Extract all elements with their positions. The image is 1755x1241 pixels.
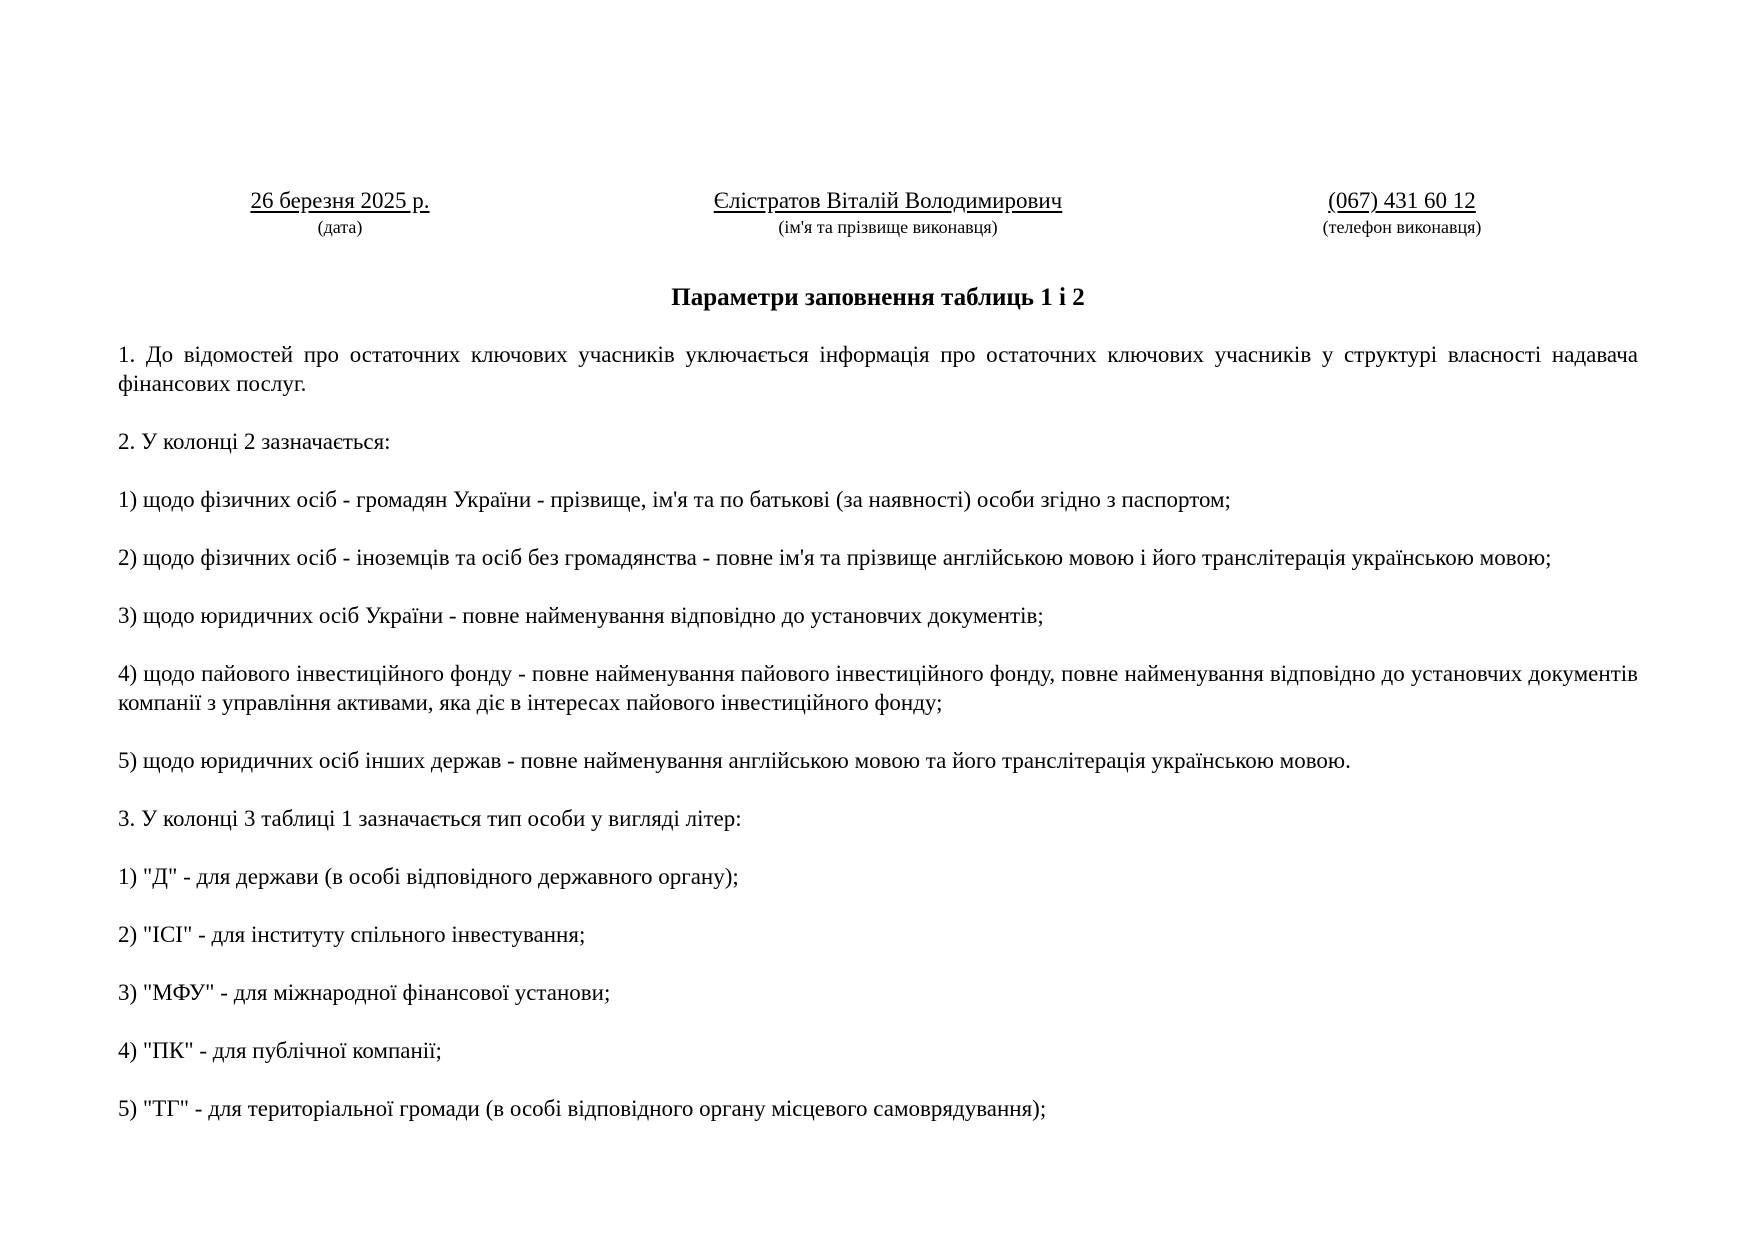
signature-row [0, 186, 1755, 246]
paragraph: 1) щодо фізичних осіб - громадян України - прізвище, ім'я та по батькові (за наявності) особи згідно з паспортом; [118, 487, 1231, 512]
paragraph: 1. До відомостей про остаточних ключових учасників уключається інформація про остаточних ключових учасників у структурі власності надавача фінансових послуг. [118, 342, 1638, 396]
section-heading: Параметри заповнення таблиць 1 і 2 [671, 284, 1085, 311]
paragraph: 2) "ІСІ" - для інституту спільного інвестування; [118, 922, 586, 947]
paragraph: 4) "ПК" - для публічної компанії; [118, 1038, 442, 1063]
paragraph: 2) щодо фізичних осіб - іноземців та осіб без громадянства - повне ім'я та прізвище англійською мовою і його транслітерація українською мовою; [118, 545, 1552, 570]
instructions-body [118, 340, 1638, 1152]
paragraph: 3) "МФУ" - для міжнародної фінансової установи; [118, 980, 611, 1005]
paragraph: 2. У колонці 2 зазначається: [118, 429, 391, 454]
executor-name-value: Єлістратов Віталій Володимирович [713, 188, 1063, 213]
phone-caption: (телефон виконавця) [1322, 217, 1482, 237]
phone-value: (067) 431 60 12 [1328, 188, 1476, 213]
executor-name-caption: (ім'я та прізвище виконавця) [778, 217, 998, 237]
paragraph: 5) "ТГ" - для територіальної громади (в особі відповідного органу місцевого самоврядування); [118, 1096, 1047, 1121]
paragraph: 4) щодо пайового інвестиційного фонду - повне найменування пайового інвестиційного фонду, повне найменування відповідно до установчих документів компанії з управління активами, яка діє в інтересах пайового інвестиційного фонду; [118, 661, 1638, 715]
paragraph: 3. У колонці 3 таблиці 1 зазначається тип особи у вигляді літер: [118, 806, 742, 831]
paragraph: 5) щодо юридичних осіб інших держав - повне найменування англійською мовою та його транслітерація українською мовою. [118, 748, 1351, 773]
signature-phone-block [1287, 186, 1517, 238]
date-value: 26 березня 2025 р. [250, 188, 430, 213]
signature-date-block [240, 186, 440, 238]
date-caption: (дата) [317, 217, 363, 237]
paragraph: 3) щодо юридичних осіб України - повне найменування відповідно до установчих документів; [118, 603, 1044, 628]
signature-executor-block [668, 186, 1108, 238]
paragraph: 1) "Д" - для держави (в особі відповідного державного органу); [118, 864, 739, 889]
